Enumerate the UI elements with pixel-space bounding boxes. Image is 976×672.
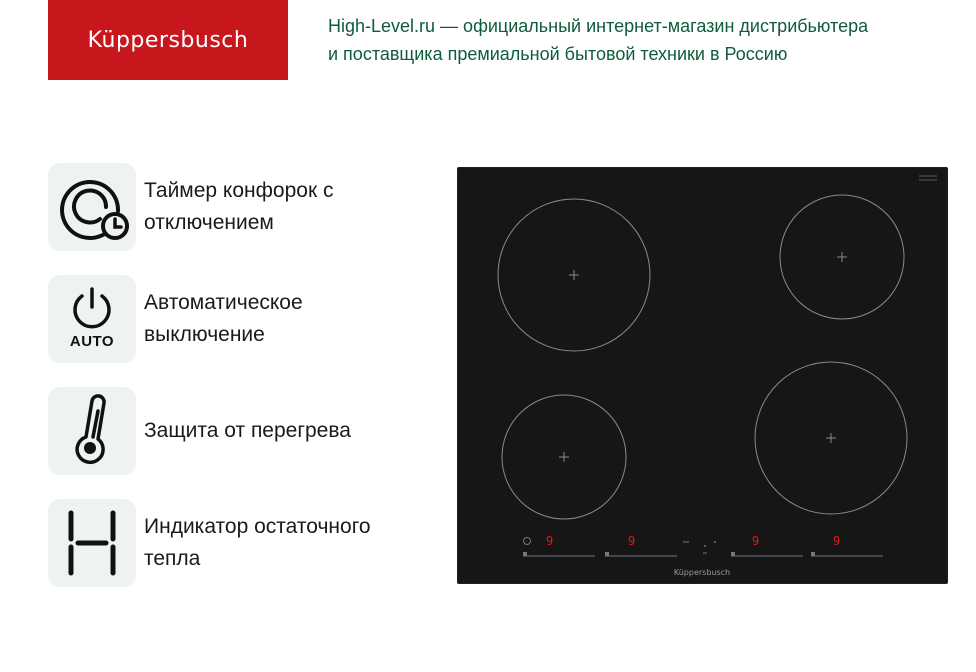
feature-label (144, 499, 464, 587)
feature-overheat-protection (48, 387, 448, 475)
hob-brand-label: Küppersbusch (673, 568, 731, 577)
feature-label (144, 387, 464, 475)
feature-auto-off (48, 275, 448, 363)
feature-label (144, 163, 464, 251)
feature-label-line-1: Индикатор остаточного (144, 515, 371, 538)
tagline (328, 12, 948, 68)
thermometer-icon (48, 387, 136, 475)
feature-residual-heat (48, 499, 448, 587)
power-auto-icon (48, 275, 136, 363)
feature-label (144, 275, 464, 363)
zone-display-1: 9 (546, 534, 554, 548)
zone-display-2: 9 (628, 534, 636, 548)
timer-icon (48, 163, 136, 251)
feature-label-line-2: выключение (144, 323, 265, 346)
brand-logo-text: Küppersbusch (87, 27, 249, 53)
tagline-line-2: и поставщика премиальной бытовой техники в Россию (328, 44, 788, 64)
hob-image (457, 167, 948, 584)
zone-display-3: 9 (752, 534, 760, 548)
feature-label-line-1: Таймер конфорок с (144, 179, 334, 202)
feature-label-line-2: отключением (144, 211, 274, 234)
feature-label-line-2: тепла (144, 547, 201, 570)
residual-heat-icon (48, 499, 136, 587)
brand-logo[interactable] (48, 0, 288, 80)
tagline-line-1: High-Level.ru — официальный интернет-магазин дистрибьютера (328, 16, 869, 36)
feature-timer (48, 163, 448, 251)
zone-display-4: 9 (833, 534, 841, 548)
feature-label-line-1: Защита от перегрева (144, 419, 351, 442)
auto-badge: AUTO (69, 333, 115, 350)
feature-label-line-1: Автоматическое (144, 291, 303, 314)
